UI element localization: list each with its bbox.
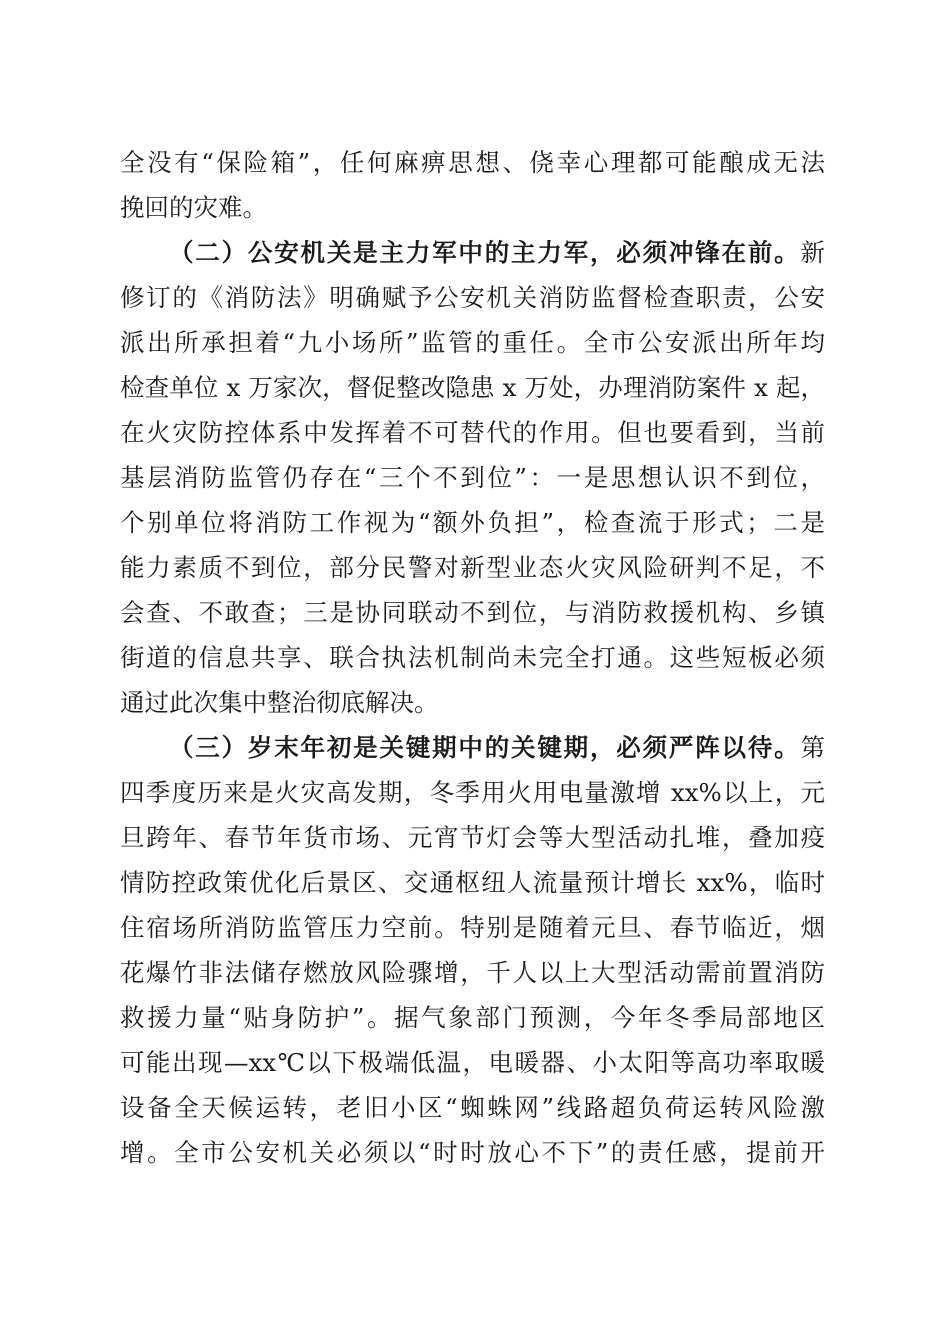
paragraph-line: 派出所承担着“九小场所”监管的重任。全市公安派出所年均 <box>120 328 825 357</box>
paragraph-text: 第 <box>800 733 825 762</box>
paragraph-line: 全没有“保险箱”，任何麻痹思想、侥幸心理都可能酿成无法 <box>120 148 825 177</box>
section-heading-line <box>169 233 825 273</box>
section-heading-2: （二）公安机关是主力军中的主力军，必须冲锋在前。 <box>169 238 801 267</box>
paragraph-line: 基层消防监管仍存在“三个不到位”：一是思想认识不到位， <box>120 463 825 492</box>
paragraph-line: 花爆竹非法储存燃放风险骤增，千人以上大型活动需前置消防 <box>120 958 825 987</box>
paragraph-line: 设备全天候运转，老旧小区“蜘蛛网”线路超负荷运转风险激 <box>120 1093 825 1122</box>
paragraph-line: 个别单位将消防工作视为“额外负担”，检查流于形式；二是 <box>120 508 825 537</box>
paragraph-line: 能力素质不到位，部分民警对新型业态火灾风险研判不足，不 <box>120 553 825 582</box>
paragraph-text: 新 <box>800 238 825 267</box>
paragraph-line: 街道的信息共享、联合执法机制尚未完全打通。这些短板必须 <box>120 643 825 672</box>
paragraph-line: 挽回的灾难。 <box>120 193 267 222</box>
paragraph-line: 通过此次集中整治彻底解决。 <box>120 688 439 717</box>
paragraph-line: 在火灾防控体系中发挥着不可替代的作用。但也要看到，当前 <box>120 418 825 447</box>
paragraph-line: 救援力量“贴身防护”。据气象部门预测，今年冬季局部地区 <box>120 1003 825 1032</box>
paragraph-line: 检查单位 x 万家次，督促整改隐患 x 万处，办理消防案件 x 起， <box>120 373 825 402</box>
paragraph-line: 会查、不敢查；三是协同联动不到位，与消防救援机构、乡镇 <box>120 598 825 627</box>
paragraph-line: 四季度历来是火灾高发期，冬季用火用电量激增 xx%以上，元 <box>120 778 825 807</box>
section-heading-3: （三）岁末年初是关键期中的关键期，必须严阵以待。 <box>169 733 801 762</box>
section-heading-line <box>169 728 825 768</box>
paragraph-line: 住宿场所消防监管压力空前。特别是随着元旦、春节临近，烟 <box>120 913 825 942</box>
paragraph-line: 增。全市公安机关必须以“时时放心不下”的责任感，提前开 <box>120 1138 825 1167</box>
paragraph-line: 情防控政策优化后景区、交通枢纽人流量预计增长 xx%，临时 <box>120 868 825 897</box>
paragraph-line: 可能出现—xx℃以下极端低温，电暖器、小太阳等高功率取暖 <box>120 1048 825 1077</box>
paragraph-line: 旦跨年、春节年货市场、元宵节灯会等大型活动扎堆，叠加疫 <box>120 823 825 852</box>
paragraph-line: 修订的《消防法》明确赋予公安机关消防监督检查职责，公安 <box>120 283 825 312</box>
